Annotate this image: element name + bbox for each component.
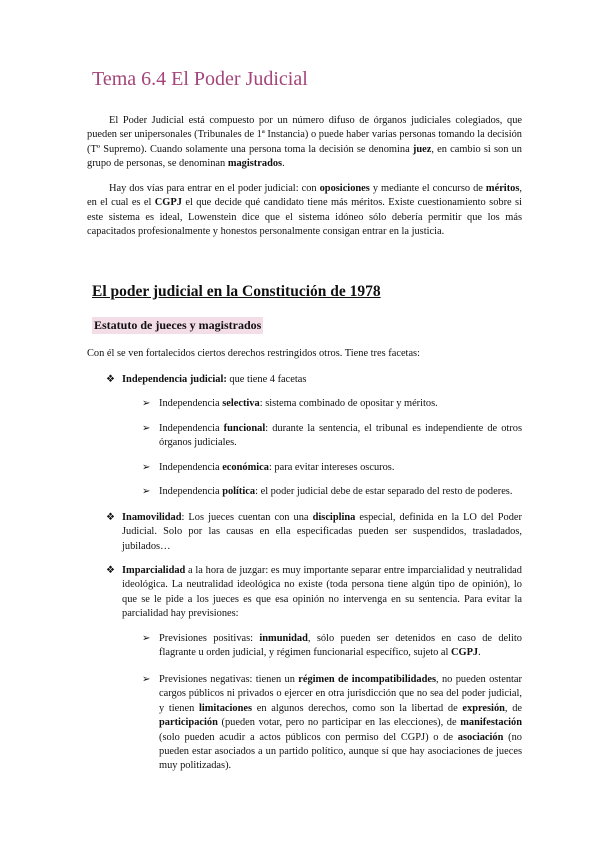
bold-term: régimen de incompatibilidades <box>298 674 437 685</box>
text-run: : sistema combinado de opositar y méritos. <box>259 398 438 409</box>
bullet-item <box>122 564 522 622</box>
bold-term: expresión <box>462 702 505 714</box>
bold-term: limitaciones <box>198 702 253 714</box>
bold-term: méritos <box>485 183 520 194</box>
text-run: , no pueden ostentar cargos públicos ni privados o ejercer en otra jurisdicción que no sea del poder judicial, y tienen <box>159 674 522 714</box>
arrow-bullet-icon: ➢ <box>142 674 151 685</box>
paragraph <box>87 182 522 240</box>
text-run: : para evitar intereses oscuros. <box>268 462 395 473</box>
text-run: : Los jueces cuentan con una <box>181 512 313 523</box>
bold-term: juez <box>412 143 432 155</box>
text-run: Independencia <box>159 486 223 497</box>
document-title: Tema 6.4 El Poder Judicial <box>92 68 308 90</box>
subbullet-item <box>159 422 522 451</box>
arrow-bullet-icon: ➢ <box>142 423 151 434</box>
bold-term: CGPJ <box>450 647 479 659</box>
bold-term: funcional <box>223 423 266 434</box>
paragraph <box>87 114 522 172</box>
section-heading: El poder judicial en la Constitución de 1978 <box>92 283 381 300</box>
text-run: Hay dos vías para entrar en el poder judicial: con <box>109 183 320 194</box>
subsection-heading: Estatuto de jueces y magistrados <box>94 318 262 332</box>
bold-term: manifestación <box>460 717 522 729</box>
text-run: el que decide qué candidato tiene más méritos. Existe cuestionamiento sobre si este sistema es ideal, Lowenstein dice que el sistema idóneo sólo debería permitir que los más capacitados profesionalmente y honestos personalmente consigan entrar en la justicia. <box>87 197 522 238</box>
bold-term: inmunidad <box>259 633 308 644</box>
subbullet-item <box>159 632 522 661</box>
text-run: (pueden votar, pero no participar en las elecciones), de <box>217 717 461 729</box>
bold-term: política <box>222 486 256 497</box>
text-run: . <box>282 158 285 170</box>
bullet-item <box>122 373 522 387</box>
bold-term: asociación <box>457 731 504 743</box>
text-run: Independencia <box>159 462 223 473</box>
text-run: Previsiones positivas: <box>159 633 260 644</box>
subbullet-item <box>159 485 522 499</box>
text-run: , de <box>504 702 523 714</box>
arrow-bullet-icon: ➢ <box>142 398 151 409</box>
subbullet-item <box>159 461 522 475</box>
text-run: Independencia <box>159 398 223 409</box>
text-run: Previsiones negativas: tienen un <box>159 674 299 685</box>
bold-term: oposiciones <box>319 183 370 194</box>
bold-term: participación <box>159 717 218 729</box>
bold-term: Imparcialidad <box>122 565 186 576</box>
bold-term: Inamovilidad <box>122 512 182 523</box>
text-run: especial, definida en la LO del Poder Judicial. Solo por las causas en ella especificadas pueden ser suspendidos, trasladados, jubilados… <box>122 512 522 552</box>
bold-term: disciplina <box>312 512 356 523</box>
intro-text <box>87 347 522 361</box>
text-run: (solo pueden acudir a actos públicos con permiso del CGPJ) o de <box>159 731 458 743</box>
text-run: , en cambio si son un grupo de personas, se denominan <box>87 143 523 170</box>
text-run: , en el cual es el <box>87 183 522 209</box>
bold-term: Independencia judicial: <box>122 374 227 385</box>
bold-term: económica <box>222 462 269 473</box>
bold-term: magistrados <box>227 158 283 170</box>
text-run: , sólo pueden ser detenidos en caso de delito flagrante u orden judicial, y régimen funcionarial específico, sujeto al <box>159 633 523 659</box>
text-run: : durante la sentencia, el tribunal es independiente de otros órganos judiciales. <box>159 423 522 449</box>
diamond-bullet-icon: ❖ <box>106 512 115 523</box>
arrow-bullet-icon: ➢ <box>142 462 151 473</box>
text-run: que tiene 4 facetas <box>226 374 307 385</box>
text-run: : el poder judicial debe de estar separado del resto de poderes. <box>255 486 513 497</box>
text-run: Con él se ven fortalecidos ciertos derechos restringidos otros. Tiene tres facetas: <box>87 348 420 359</box>
text-run: El Poder Judicial está compuesto por un número difuso de órganos judiciales colegiados, que pueden ser unipersonales (Tribunales de 1ª Instancia) o puede haber varias personas tomando la decisión (Tº Supremo). Cuando solamente una persona toma la decisión se denomina <box>87 115 522 155</box>
diamond-bullet-icon: ❖ <box>106 374 115 385</box>
bold-term: CGPJ <box>154 197 182 209</box>
text-run: (no pueden estar asociados a un partido político, aunque sí que hay asociaciones de jueces muy politizadas). <box>159 731 523 772</box>
diamond-bullet-icon: ❖ <box>106 565 115 576</box>
text-run: . <box>478 647 481 659</box>
text-run: y mediante el concurso de <box>369 183 486 194</box>
subbullet-item <box>159 397 522 411</box>
bullet-item <box>122 511 522 554</box>
subbullet-item <box>159 673 522 774</box>
text-run: a la hora de juzgar: es muy importante separar entre imparcialidad y neutralidad ideológica. La neutralidad ideológica no existe (toda persona tiene algún tipo de opinión), lo que se le pide a los jueces es que esa opinión no intervenga en su sentencia. Para evitar la parcialidad hay previsiones: <box>122 565 522 620</box>
arrow-bullet-icon: ➢ <box>142 486 151 497</box>
text-run: Independencia <box>159 423 224 434</box>
text-run: en algunos derechos, como son la libertad de <box>252 702 463 714</box>
bold-term: selectiva <box>222 398 260 409</box>
arrow-bullet-icon: ➢ <box>142 633 151 644</box>
